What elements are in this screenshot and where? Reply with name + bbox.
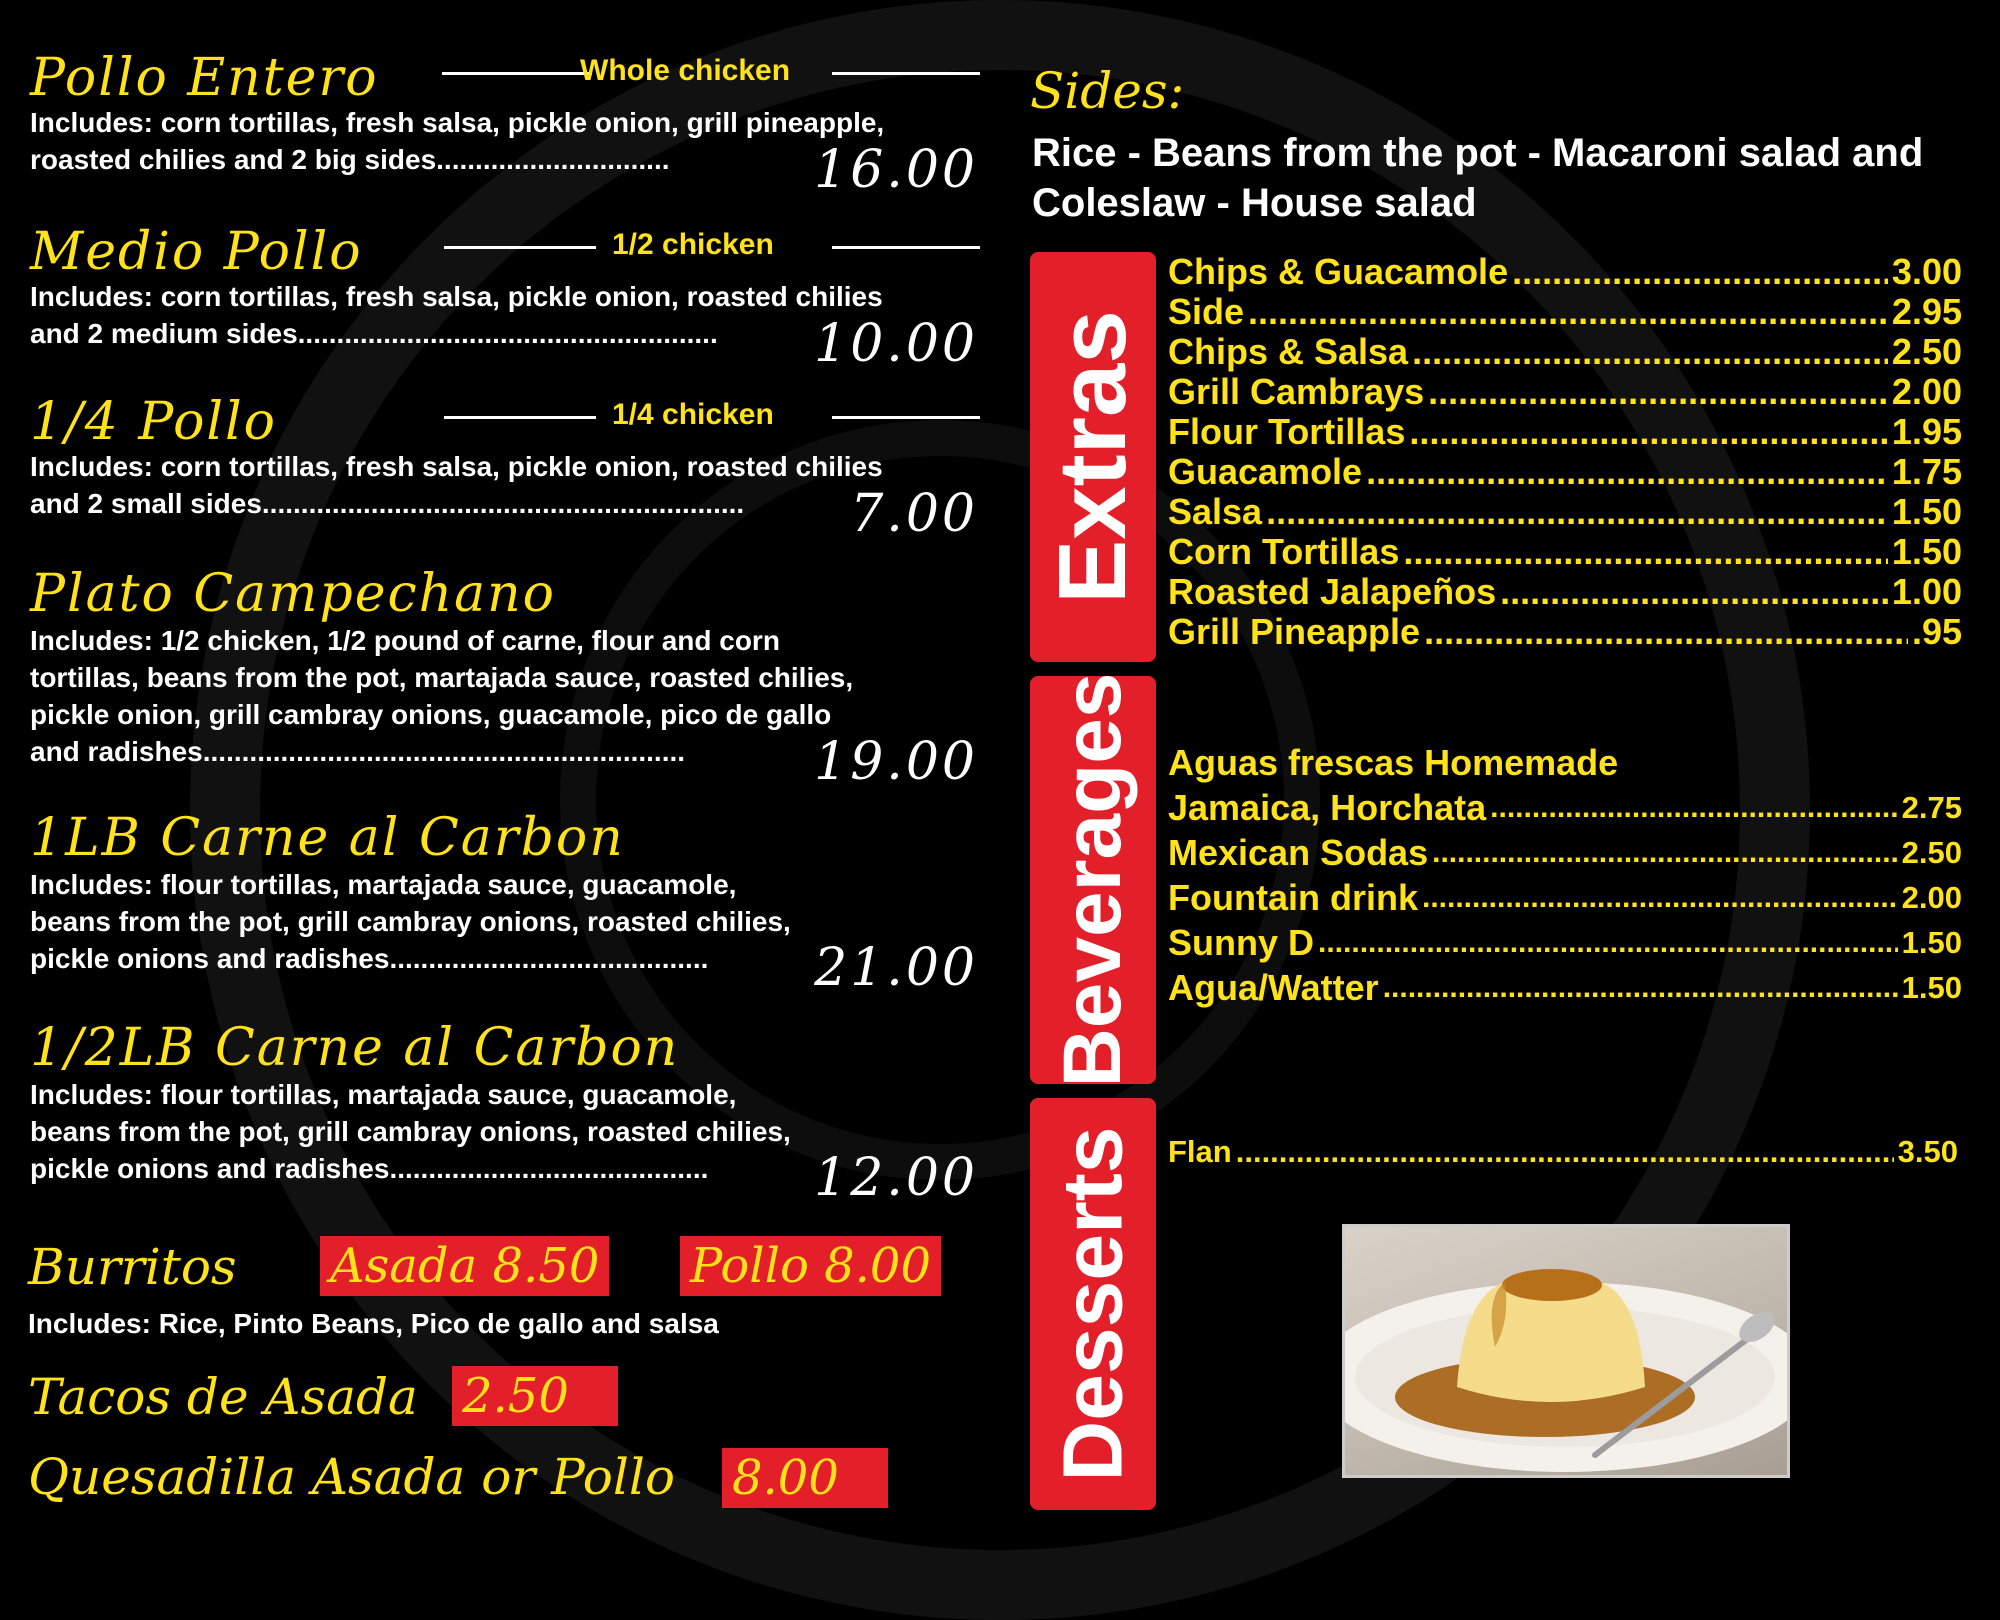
extras-row	[1168, 412, 1962, 452]
description-text: and 2 small sides	[30, 488, 262, 519]
price-leader	[1403, 532, 1888, 572]
item-title: 1LB Carne al Carbon	[30, 808, 625, 868]
beverage-price: 2.75	[1901, 790, 1962, 825]
beverages-heading: Aguas frescas Homemade	[1168, 742, 1619, 783]
menu-item-plato-campechano	[30, 564, 990, 794]
description-line: Includes: corn tortillas, fresh salsa, pickle onion, roasted chilies	[30, 281, 883, 312]
menu-item-1lb-carne	[30, 808, 990, 1008]
beverages-tab	[1030, 672, 1156, 1088]
menu-item-medio-pollo	[30, 222, 990, 372]
item-description	[30, 622, 853, 770]
description-line	[30, 1150, 791, 1187]
price-leader	[1409, 412, 1888, 452]
extra-price: .95	[1911, 611, 1962, 652]
extras-row	[1168, 572, 1962, 612]
extras-list	[1168, 252, 1962, 652]
item-title: Pollo Entero	[30, 48, 379, 108]
beverage-row	[1168, 920, 1962, 965]
extra-name: Flour Tortillas	[1168, 411, 1406, 452]
desserts-tab	[1030, 1098, 1156, 1510]
extra-price: 1.00	[1891, 571, 1962, 612]
description-line: Includes: flour tortillas, martajada sauce, guacamole,	[30, 869, 737, 900]
price-leader	[1490, 785, 1897, 830]
dessert-name: Flan	[1168, 1134, 1232, 1169]
beverage-row	[1168, 875, 1962, 920]
price-leader	[1422, 875, 1898, 920]
menu-item-cuarto-pollo	[30, 392, 990, 542]
menu-item-pollo-entero	[30, 48, 990, 198]
price-leader: ..............................	[436, 144, 670, 175]
item-title: Plato Campechano	[30, 564, 556, 624]
extras-row	[1168, 332, 1962, 372]
description-line: beans from the pot, grill cambray onions, roasted chilies,	[30, 906, 791, 937]
divider-line	[442, 72, 592, 75]
beverage-name: Agua/Watter	[1168, 967, 1379, 1008]
description-line	[30, 485, 883, 522]
price-leader: .........................................	[389, 943, 709, 974]
extra-price: 1.50	[1891, 491, 1962, 532]
price-leader	[1500, 572, 1888, 612]
description-line: beans from the pot, grill cambray onions, roasted chilies,	[30, 1116, 791, 1147]
extra-price: 2.00	[1891, 371, 1962, 412]
price-leader	[1266, 492, 1888, 532]
extra-name: Grill Pineapple	[1168, 611, 1421, 652]
extra-name: Guacamole	[1168, 451, 1363, 492]
item-title: Medio Pollo	[30, 222, 363, 282]
description-text: and radishes	[30, 736, 203, 767]
price-leader: ..............................................................	[202, 736, 686, 767]
item-description	[30, 866, 791, 977]
price-leader	[1412, 332, 1888, 372]
extras-tab	[1030, 252, 1156, 662]
flan-photo	[1342, 1224, 1790, 1478]
extras-row	[1168, 292, 1962, 332]
description-text: and 2 medium sides	[30, 318, 298, 349]
beverage-name: Fountain drink	[1168, 877, 1418, 918]
burrito-pollo-price-tag: Pollo 8.00	[680, 1236, 941, 1296]
beverage-price: 2.00	[1901, 880, 1962, 915]
item-subtitle: 1/4 chicken	[612, 398, 774, 431]
price-leader: ......................................................	[297, 318, 718, 349]
desserts-label: Desserts	[1045, 1126, 1140, 1482]
description-line	[30, 733, 853, 770]
description-line: tortillas, beans from the pot, martajada sauce, roasted chilies,	[30, 662, 854, 693]
sides-heading: Sides:	[1030, 62, 1185, 120]
item-price: 10.00	[814, 314, 978, 374]
price-leader	[1424, 612, 1908, 652]
description-text: pickle onions and radishes	[30, 1153, 390, 1184]
item-description	[30, 1076, 791, 1187]
beverage-row	[1168, 785, 1962, 830]
item-price: 7.00	[850, 484, 978, 544]
divider-line	[832, 416, 980, 419]
beverage-name: Jamaica, Horchata	[1168, 787, 1487, 828]
extra-name: Salsa	[1168, 491, 1263, 532]
item-description	[30, 104, 884, 178]
description-line: pickle onion, grill cambray onions, guacamole, pico de gallo	[30, 699, 832, 730]
item-subtitle: 1/2 chicken	[612, 228, 774, 261]
tacos-title: Tacos de Asada	[28, 1368, 418, 1426]
extra-name: Corn Tortillas	[1168, 531, 1400, 572]
extra-name: Chips & Salsa	[1168, 331, 1409, 372]
description-text: roasted chilies and 2 big sides	[30, 144, 437, 175]
description-line	[30, 315, 883, 352]
divider-line	[832, 72, 980, 75]
item-description	[30, 448, 883, 522]
item-price: 16.00	[814, 140, 978, 200]
extra-name: Side	[1168, 291, 1245, 332]
extra-price: 1.75	[1891, 451, 1962, 492]
beverage-name: Mexican Sodas	[1168, 832, 1429, 873]
description-line: Includes: flour tortillas, martajada sauce, guacamole,	[30, 1079, 737, 1110]
beverages-label: Beverages	[1047, 672, 1138, 1088]
extras-row	[1168, 452, 1962, 492]
price-leader	[1366, 452, 1888, 492]
item-title: 1/4 Pollo	[30, 392, 277, 452]
dessert-price: 3.50	[1897, 1134, 1958, 1169]
beverages-list	[1168, 740, 1962, 1010]
extras-row	[1168, 612, 1962, 652]
beverage-row	[1168, 830, 1962, 875]
extra-price: 1.95	[1891, 411, 1962, 452]
extras-row	[1168, 252, 1962, 292]
tacos-price-tag: 2.50	[452, 1366, 618, 1426]
description-line: Includes: corn tortillas, fresh salsa, pickle onion, grill pineapple,	[30, 107, 885, 138]
description-line	[30, 940, 791, 977]
description-text: pickle onions and radishes	[30, 943, 390, 974]
desserts-list	[1168, 1132, 1958, 1172]
item-title: 1/2LB Carne al Carbon	[30, 1018, 680, 1078]
item-subtitle: Whole chicken	[580, 54, 791, 87]
sides-list: Rice - Beans from the pot - Macaroni salad and Coleslaw - House salad	[1032, 131, 1924, 225]
extra-name: Roasted Jalapeños	[1168, 571, 1497, 612]
extras-label: Extras	[1039, 310, 1146, 604]
description-line	[30, 141, 884, 178]
price-leader	[1383, 965, 1898, 1010]
quesadilla-title: Quesadilla Asada or Pollo	[28, 1448, 675, 1506]
divider-line	[444, 416, 596, 419]
item-price: 19.00	[814, 732, 978, 792]
divider-line	[444, 246, 596, 249]
price-leader: ..............................................................	[261, 488, 745, 519]
beverage-name: Sunny D	[1168, 922, 1315, 963]
extras-row	[1168, 492, 1962, 532]
price-leader	[1512, 252, 1888, 292]
flan-illustration	[1345, 1227, 1787, 1475]
price-leader	[1248, 292, 1888, 332]
beverage-price: 2.50	[1901, 835, 1962, 870]
extra-price: 1.50	[1891, 531, 1962, 572]
extra-price: 3.00	[1891, 251, 1962, 292]
extra-name: Grill Cambrays	[1168, 371, 1425, 412]
price-leader	[1432, 830, 1898, 875]
quesadilla-price-tag: 8.00	[722, 1448, 888, 1508]
price-leader	[1236, 1132, 1894, 1172]
item-price: 21.00	[814, 938, 978, 998]
beverage-row	[1168, 965, 1962, 1010]
price-leader: .........................................	[389, 1153, 709, 1184]
price-leader	[1428, 372, 1888, 412]
price-leader	[1318, 920, 1898, 965]
extras-row	[1168, 372, 1962, 412]
description-line: Includes: 1/2 chicken, 1/2 pound of carne, flour and corn	[30, 625, 780, 656]
item-price: 12.00	[814, 1148, 978, 1208]
burrito-asada-price-tag: Asada 8.50	[320, 1236, 609, 1296]
divider-line	[832, 246, 980, 249]
beverage-price: 1.50	[1901, 970, 1962, 1005]
extras-row	[1168, 532, 1962, 572]
burritos-description: Includes: Rice, Pinto Beans, Pico de gallo and salsa	[28, 1308, 719, 1339]
description-line: Includes: corn tortillas, fresh salsa, pickle onion, roasted chilies	[30, 451, 883, 482]
item-description	[30, 278, 883, 352]
menu-item-half-lb-carne	[30, 1018, 990, 1218]
extra-name: Chips & Guacamole	[1168, 251, 1509, 292]
beverage-price: 1.50	[1901, 925, 1962, 960]
extra-price: 2.50	[1891, 331, 1962, 372]
extra-price: 2.95	[1891, 291, 1962, 332]
dessert-row	[1168, 1132, 1958, 1172]
burritos-title: Burritos	[28, 1238, 237, 1296]
